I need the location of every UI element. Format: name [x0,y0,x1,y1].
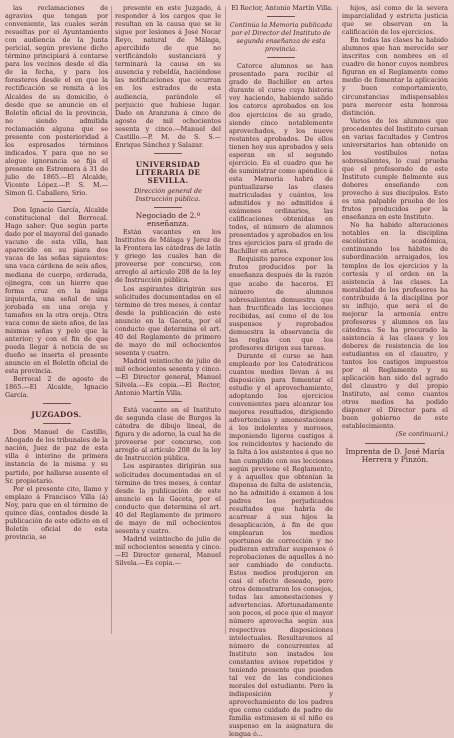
rector-signature: El Rector, Antonio Martín Villa. [231,4,333,12]
section-heading-juzgados: JUZGADOS. [31,410,82,420]
edict-juzgado-intro: Don Manuel de Castillo, Abogado de los tribunales de la nación, Juez de paz de esta villa é interino de primera instancia de la misma y su partido, por hallarse ausente el Sr. propietario. [5,428,108,485]
column-4 [342,4,448,636]
notice-signature-1: Madrid veintiocho de julio de mil ochocientos sesenta y cinco.—El Director general, Manuel Silvela.—Es copia.—El Rector, Antonio Martín Villa. [115,356,221,398]
separator [154,401,182,402]
printer-imprint: Imprenta de D. José María Herrera y Pinzón. [345,446,445,464]
column-rule [337,6,338,634]
edict-berrocal: Don Ignacio García, Alcalde constitucional del Berrocal. Hago saber: Que según parte dado por el mayoral del ganado vacuno de esta villa, han aparecido en su piara dos vacas de las señas siguientes: una vaca cárdena de seis años, mediana de cuerpo, orderada, ojinegra, con un hierro que forma cruz en la nalga izquierda, una señal de una jorobada en una oreja y tamaños en la otra oreja. Otra vaca como de siete años, de las mismas señas y pelo que la anterior; y con el fin de que pueda llegar á noticia de su dueño se inserta el presente anuncio en el Boletín oficial de esta provincia. [5,206,108,376]
separator [365,443,425,444]
memoria-paragraph-5: En todas las clases ha habido alumnos que han merecido ser inscritos con nombres en el cuadro de honor cuyos nombres figuran en el Reglamento como medio de fomentar la aplicación y buen comportamiento, circunstancias indispensables para merecer esta honrosa distinción. [342,36,448,117]
notice-signature-2: Madrid veintiocho de julio de mil ochocientos sesenta y cinco.—El Director general, Manuel Silvela.—Es copia.— [115,534,221,568]
edict-estremera: las reclamaciones de agravios que tengan por conveniente, las cuales serán resueltas por el Ayuntamiento con audiencia de la Junta pericial, según previene dicho término principiará á contarse para los vecinos desde el día de la fecha, y para los forasteros desde el en que la rectificación se remita á los Alcaldes de su domicilio, ó desde que se anuncie en el Boletín oficial de la provincia, no siendo admitida reclamación alguna que se presente con posterioridad á los espresados términos indicados. Y para que no se alegue ignorancia se fija el presente en Estremera á 31 de julio de 1865.—El Alcalde, Vicente López.—P. S. M.—Simon G. Caballero, Srio. [5,4,108,198]
memoria-paragraph-4: hijos, así como de la severa imparcialidad y estricta justicia que se observan en la calificación de los ejercicios. [342,4,448,37]
continued-note: (Se continuará.) [395,430,448,439]
column-rule [225,6,226,634]
memoria-paragraph-7: No ha habido alteraciones notables en la disciplina escolástica académica, continuando los hábitos de subordinación arraigados, los templos de los ejercicios y la cortesía y el orden en la asistencia á las clases. La moralidad de los profesores ha contribuido á la disciplina por su influjo, que será el de mejorar la armonía entre profesores y alumnos en las cátedras. Se ha procurado la asistencia á las clases y los deberes de resistencia de los estudiantes en el claustro, y tantos los castigos impuestos por el Reglamento y su aplicación han sido del agrado del claustro y del propio Instituto, así como cuantos otros medios ha podido disponer el Director para el buen gobierno de este establecimiento. [342,221,448,431]
separator [43,201,71,202]
section-heading-universidad: UNIVERSIDAD LITERARIA DE SEVILLA. [135,159,201,185]
edict-berrocal-date: Berrocal 2 de agosto de 1865.—El Alcalde, Ignacio García. [5,375,108,400]
column-rule [111,6,112,634]
memoria-paragraph-2: Requisito parece exponer los frutos producidos por la enseñanza después de la razón que acabo de haceros. El número de alumnos sobresalientes demuestra que han fructificado las lecciones recibidas, así como el de los suspensos y reprobados demuestra la observancia de las reglas con que los profesores dirigen sus tareas. [229,255,333,352]
notice-vacancy-1: Están vacantes en los Institutos de Málaga y Jerez de la Frontera las cátedras de latín y griego las cuales han de proveerse por concurso, con arreglo al artículo 208 de la ley de Instrucción pública. [115,228,221,285]
subheading-direccion: Dirección general de Instrucción pública. [134,186,202,204]
separator [43,403,71,404]
memoria-heading: Continúa la Memoria publicada por el Director del Instituto de segunda enseñanza de esta provincia. [229,21,333,54]
separator [154,207,182,208]
separator [43,423,71,424]
subheading-negociado: Negociado de 2.º enseñanza. [135,211,201,229]
notice-requirements-1: Los aspirantes dirigirán sus solicitudes documentadas en el término de tres meses, á contar desde la publicación de este anuncio en la Gaceta, por el conducto que determina el art. 40 del Reglamento de primero de mayo de mil ochocientos sesenta y cuatro. [115,284,221,357]
column-3 [229,4,333,738]
column-1 [5,4,108,636]
memoria-paragraph-6: Varios de los alumnos que procedentes del Instituto cursan en varias facultades y Centros universitarios han obtenido en los vestíbulos notas sobresalientes, lo cual prueba que el profesorado de este Instituto cumple fielmente sus deberes enseñando con provecho á sus discípulos. Esto es una palpable prueba de los frutos producidos por la enseñanza en este Instituto. [342,116,448,222]
memoria-paragraph-3: Durante el curso se han empleado por los Catedráticos cuantos medios llevan á su disposición para fomentar el estudio y el aprovechamiento, adoptando los ejercicios convenientes para alcanzar los mejores resultados, dirigiendo advertencias y amonestaciones á los indolentes y morosos, imponiendo ligeros castigos á los reincidentes y haciendo de la falta á los asistentes á que no han cumplido con sus lecciones según previene el Reglamento, y á aquellos que obtenían la dispensa de falta de asistencia, no ha admitido á examen á los padres los perjudicados resultados que habría de acarrear á sus hijos la desaplicación, á fin de que emplearan los medios oportunos de corrección y no pudieran extrañar suspensos ó reprobaciones de aquellos á no ser cambiado de conducta. Estos medios produjeron en casi el efecto deseado, pero otros demostraron los consejos, todas las amonestaciones y advertencias. Afortunadamente son pocos, el poco que el mayor número aprovecha según sus respectivas disposiciones intelectuales. Resultaremos al número de concurrentes al Instituto son instados los constantes avisos repetidos y teniendo presente que pueden tal vez de las condiciones morales del estudiante. Pero la indisposición y aprovechamiento de los padres que como cuidado de padre de familia estimasen si el niño es suspenso en la asignatura de lengua ó... [229,351,333,738]
edict-juzgado-body: Por el presente cito, llamo y emplazo á Francisco Villa (á) Noy, para que en el término de quince días, contados desde la publicación de este edicto en el Boletín oficial de esta provincia, se [5,484,108,541]
notice-requirements-2: Los aspirantes dirigirán sus solicitudes documentadas en el término de tres meses, á contar desde la publicación de este anuncio en la Gaceta, por el conducto que determina el art. 40 del Reglamento de primero de mayo de mil ochocientos sesenta y cuatro. [115,462,221,535]
separator [267,16,295,17]
notice-vacancy-2: Está vacante en el Instituto de segunda clase de Burgos la cátedra de dibujo lineal, de figura y de adorno, la cual ha de proveerse por concurso, con arreglo al artículo 208 de la ley de Instrucción pública. [115,406,221,463]
separator [154,153,182,154]
column-2 [115,4,221,636]
separator [267,57,295,58]
memoria-paragraph-1: Catorce alumnos se han presentado para recibir el grado de Bachiller en artes durante el curso cuya historia voy haciendo, habiendo salido los catorce aprobados en los dos ejercicios de su grado, siendo cinco notablemente aprovechados, y los nueve restantes aprobados. De ellos tienen hoy sus aprobados y seis esperan en el segundo ejercicio. Es el cuadro que he de suministrar como apéndice á esta Memoria habrá de puntualizarse las clases matriculadas y cuántos, los admitidos y no admitidos á exámenes ordinarios, las calificaciones obtenidas en todos, el número de alumnos presentados y aprobados en los tres ejercicios para el grado de Bachiller en artes. [229,62,333,256]
edict-continuation: presente en este Juzgado, á responder á los cargos que le resultan en la causa que se le sigue por lesiones á José Nocar Reyo, natural de Málaga, apercibido de que no verificándolo sustanciará y terminará la causa en su ausencia y rebeldía, haciéndose las notificaciones que ocurran en los estrados de esta audiencia, parándole el perjuicio que hubiese lugar. Dado en Aranzuna á cinco de agosto de mil ochocientos sesenta y cinco.—Manuel del Castillo.—P. M. de S. S.—Enrique Sánchez y Salazar. [115,4,221,149]
